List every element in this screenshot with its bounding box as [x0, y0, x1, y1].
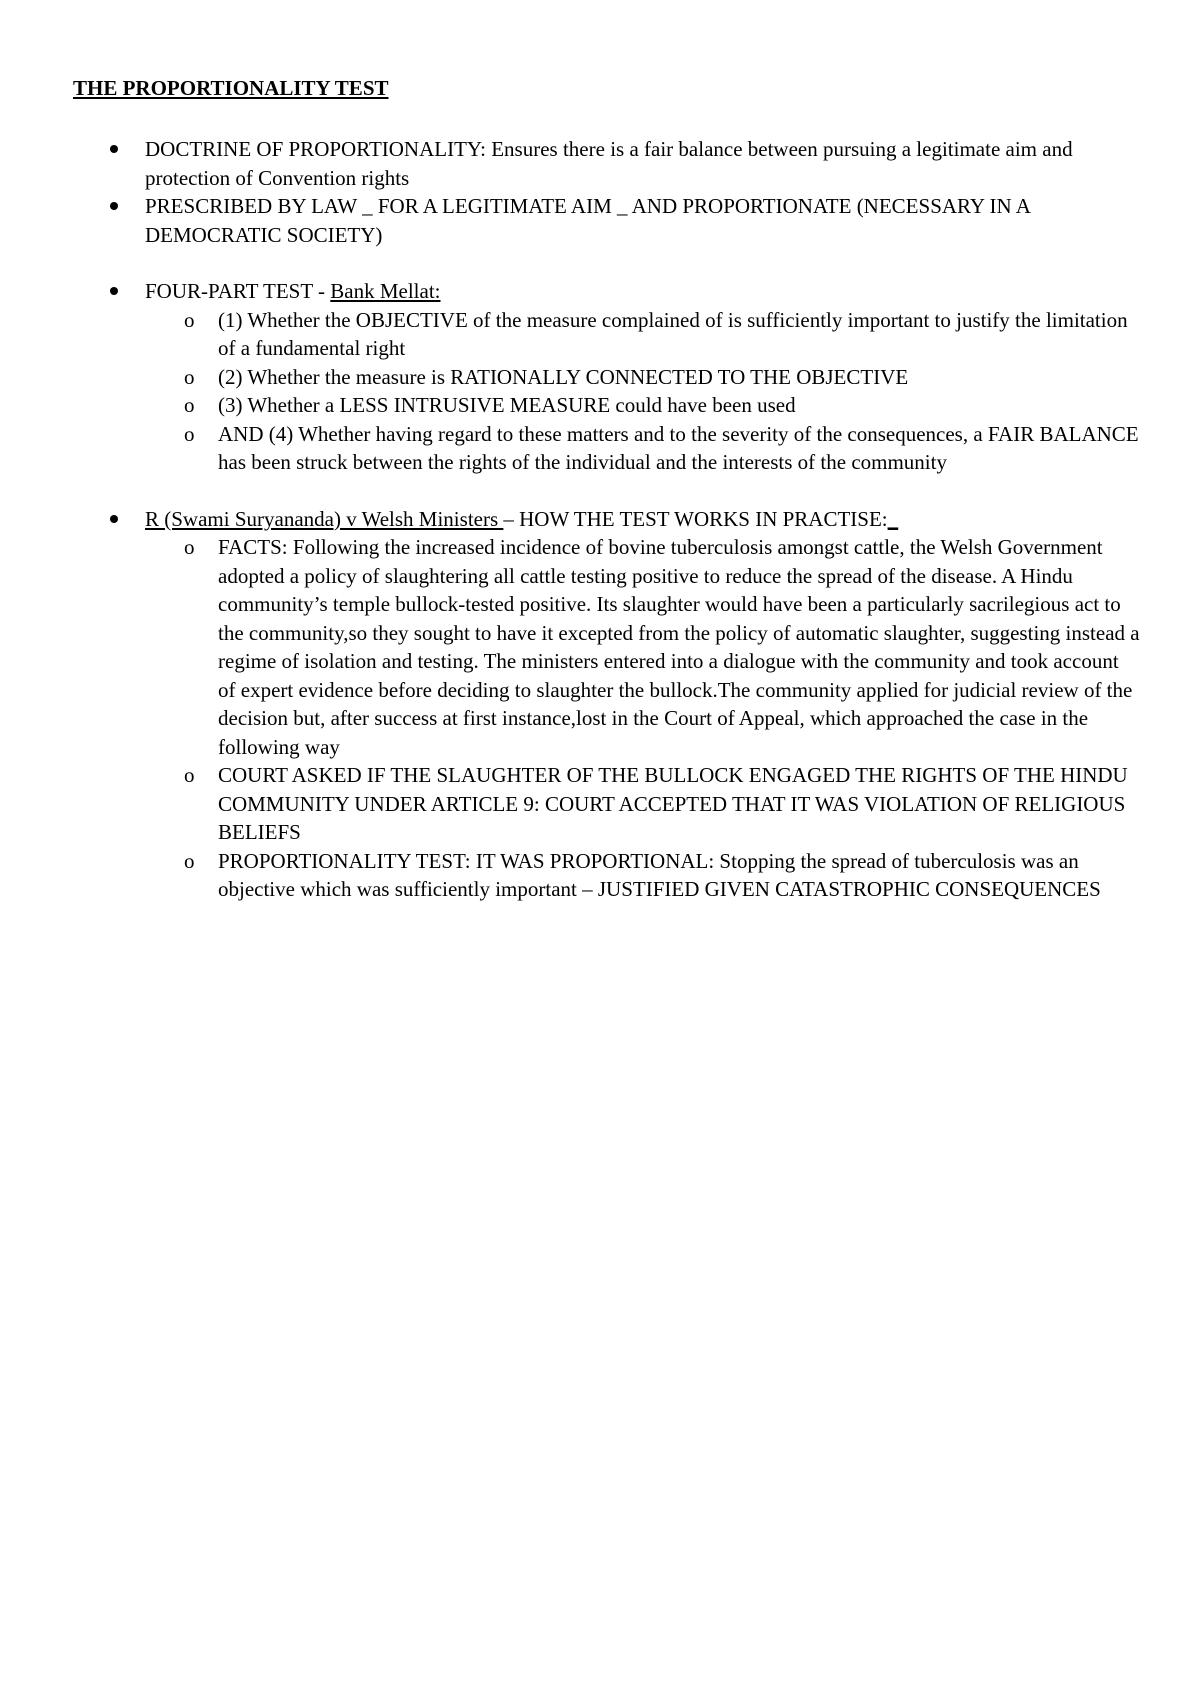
- case-name-bank-mellat: Bank Mellat:: [330, 279, 441, 303]
- bullet-dot-icon: [110, 202, 118, 210]
- sub-bullet-marker: o: [184, 364, 195, 389]
- sub-bullet-marker: o: [184, 393, 195, 417]
- bullet-case-suryananda: [0, 505, 1200, 534]
- paragraph-gap: [0, 477, 1200, 505]
- bullet-prefix: FOUR-PART TEST -: [145, 279, 331, 303]
- bullet-four-part-test: [0, 277, 1200, 306]
- sub-bullet-marker: o: [184, 763, 195, 787]
- sub-item-text: (1) Whether the OBJECTIVE of the measure complained of is sufficiently important to justify the limitation of a fundamental right: [218, 307, 1128, 360]
- sub-item-text: PROPORTIONALITY TEST: IT WAS PROPORTIONAL: Stopping the spread of tuberculosis was an objective which was sufficiently important – JUSTIFIED GIVEN CATASTROPHIC CONSEQUENCES: [218, 848, 1101, 901]
- case-name-suryananda: R (Swami Suryananda) v Welsh Ministers: [145, 506, 504, 531]
- sub-item-less-intrusive: [0, 391, 1200, 420]
- sub-item-article-9: [0, 761, 1200, 847]
- notes-body: [0, 135, 1200, 904]
- sub-item-text: COURT ASKED IF THE SLAUGHTER OF THE BULLOCK ENGAGED THE RIGHTS OF THE HINDU COMMUNITY UNDER ARTICLE 9: COURT ACCEPTED THAT IT WAS VIOLATION OF RELIGIOUS BELIEFS: [218, 763, 1128, 844]
- bullet-text: PRESCRIBED BY LAW _ FOR A LEGITIMATE AIM _ AND PROPORTIONATE (NECESSARY IN A DEMOCRATIC SOCIETY): [145, 194, 1030, 247]
- sub-bullet-marker: o: [184, 307, 195, 332]
- sub-item-objective: [0, 306, 1200, 363]
- bullet-dot-icon: [110, 145, 118, 153]
- paragraph-gap: [0, 249, 1200, 277]
- bullet-text: DOCTRINE OF PROPORTIONALITY: Ensures there is a fair balance between pursuing a legitimate aim and protection of Convention rights: [145, 137, 1073, 190]
- sub-bullet-marker: o: [184, 535, 195, 559]
- bullet-dot-icon: [110, 515, 118, 523]
- bullet-dot-icon: [110, 287, 118, 295]
- sub-item-rational-connection: [0, 363, 1200, 392]
- sub-item-text: FACTS: Following the increased incidence of bovine tuberculosis amongst cattle, the Welsh Government adopted a policy of slaughtering all cattle testing positive to reduce the spread of the disease. A Hindu community’s temple bullock-tested positive. Its slaughter would have been a particularly sacrilegious act to the community,so they sought to have it excepted from the policy of automatic slaughter, suggesting instead a regime of isolation and testing. The ministers entered into a dialogue with the community and took account of expert evidence before deciding to slaughter the bullock.The community applied for judicial review of the decision but, after success at first instance,lost in the Court of Appeal, which approached the case in the following way: [218, 535, 1140, 759]
- bullet-suffix: – HOW THE TEST WORKS IN PRACTISE:: [503, 506, 888, 531]
- sub-item-text: (3) Whether a LESS INTRUSIVE MEASURE could have been used: [218, 393, 796, 417]
- sub-item-fair-balance: [0, 420, 1200, 477]
- sub-item-text: (2) Whether the measure is RATIONALLY CONNECTED TO THE OBJECTIVE: [218, 364, 909, 389]
- sub-item-facts: [0, 533, 1200, 761]
- page-title: THE PROPORTIONALITY TEST: [73, 76, 389, 100]
- sub-bullet-marker: o: [184, 848, 195, 873]
- bullet-trailing-underscore: _: [887, 506, 899, 531]
- sub-item-proportionality: [0, 847, 1200, 904]
- sub-item-text: AND (4) Whether having regard to these matters and to the severity of the consequences, a FAIR BALANCE has been struck between the rights of the individual and the interests of the community: [218, 421, 1139, 474]
- bullet-doctrine: [0, 135, 1200, 192]
- bullet-prescribed-by-law: [0, 192, 1200, 249]
- sub-bullet-marker: o: [184, 421, 195, 446]
